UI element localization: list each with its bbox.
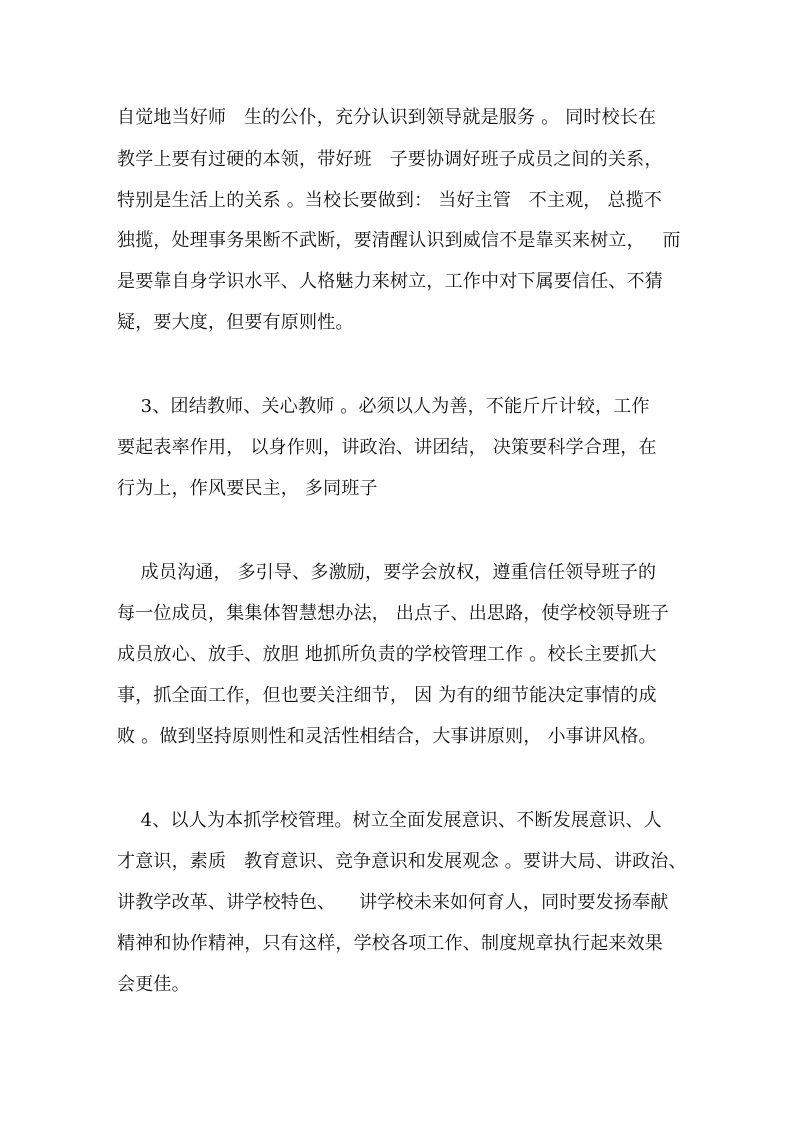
text-line: 行为上，作风要民主， 多同班子: [117, 478, 378, 499]
text-line: 讲教学改革、讲学校特色、 讲学校未来如何育人，同时要发扬奉献: [117, 892, 669, 913]
text-line: 3、团结教师、关心教师 。必须以人为善，不能斤斤计较，工作: [117, 396, 650, 417]
text-line: 独揽，处理事务果断不武断，要清醒认识到威信不是靠买来树立， 而: [117, 230, 681, 251]
text-line: 是要靠自身学识水平、人格魅力来树立，工作中对下属要信任、不猜: [117, 271, 663, 292]
text-line: 事，抓全面工作，但也要关注细节， 因 为有的细节能决定事情的成: [117, 685, 657, 706]
text-line: 才意识，素质 教育意识、竞争意识和发展观念 。要讲大局、讲政治、: [117, 851, 687, 872]
text-line: 成员沟通， 多引导、多激励，要学会放权，遵重信任领导班子的: [117, 562, 657, 583]
text-line: 教学上要有过硬的本领，带好班 子要协调好班子成员之间的关系，: [117, 149, 663, 170]
text-line: 败 。做到坚持原则性和灵活性相结合，大事讲原则， 小事讲风格。: [117, 726, 657, 747]
text-line: 4、以人为本抓学校管理。树立全面发展意识、不断发展意识、人: [117, 810, 662, 831]
text-line: 自觉地当好师 生的公仆，充分认识到领导就是服务 。 同时校长在: [117, 107, 657, 128]
text-line: 要起表率作用， 以身作则，讲政治、讲团结， 决策要科学合理，在: [117, 437, 657, 458]
text-line: 特别是生活上的关系 。当校长要做到： 当好主管 不主观， 总揽不: [117, 190, 663, 211]
text-line: 成员放心、放手、放胆 地抓所负责的学校管理工作 。校长主要抓大: [117, 644, 657, 665]
text-line: 精神和协作精神，只有这样，学校各项工作、制度规章执行起来效果: [117, 933, 663, 954]
text-line: 会更佳。: [117, 974, 190, 995]
text-line: 每一位成员，集集体智慧想办法， 出点子、出思路，使学校领导班子: [117, 603, 669, 624]
text-line: 疑，要大度，但要有原则性。: [117, 312, 354, 333]
